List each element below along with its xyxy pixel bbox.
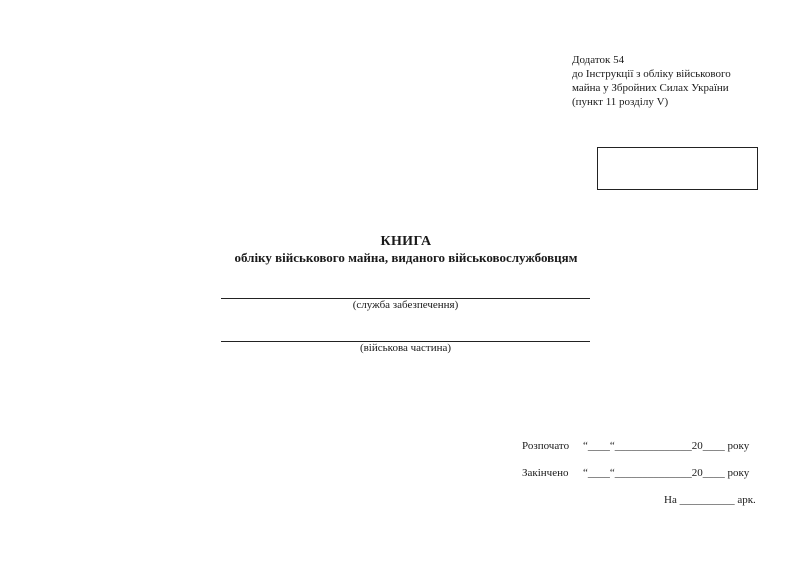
finished-label: Закінчено [522,467,569,479]
service-caption: (служба забезпечення) [352,299,459,311]
annex-reference [572,53,731,109]
title-main: КНИГА [380,234,432,249]
annex-line-4: (пункт 11 розділу V) [572,96,669,108]
annex-line-3: майна у Збройних Силах України [572,82,729,94]
registration-box [597,147,758,190]
unit-caption: (військова частина) [359,342,452,354]
book-title [0,234,800,266]
annex-line-1: Додаток 54 [572,54,625,66]
sheet-count: На __________ арк. [664,494,756,506]
finished-date: “____“______________20____ року [583,467,750,479]
title-subtitle: обліку військового майна, виданого військовослужбовцям [234,250,578,265]
annex-line-2: до Інструкції з обліку військового [572,68,731,80]
started-label: Розпочато [522,440,570,452]
started-date: “____“______________20____ року [583,440,750,452]
